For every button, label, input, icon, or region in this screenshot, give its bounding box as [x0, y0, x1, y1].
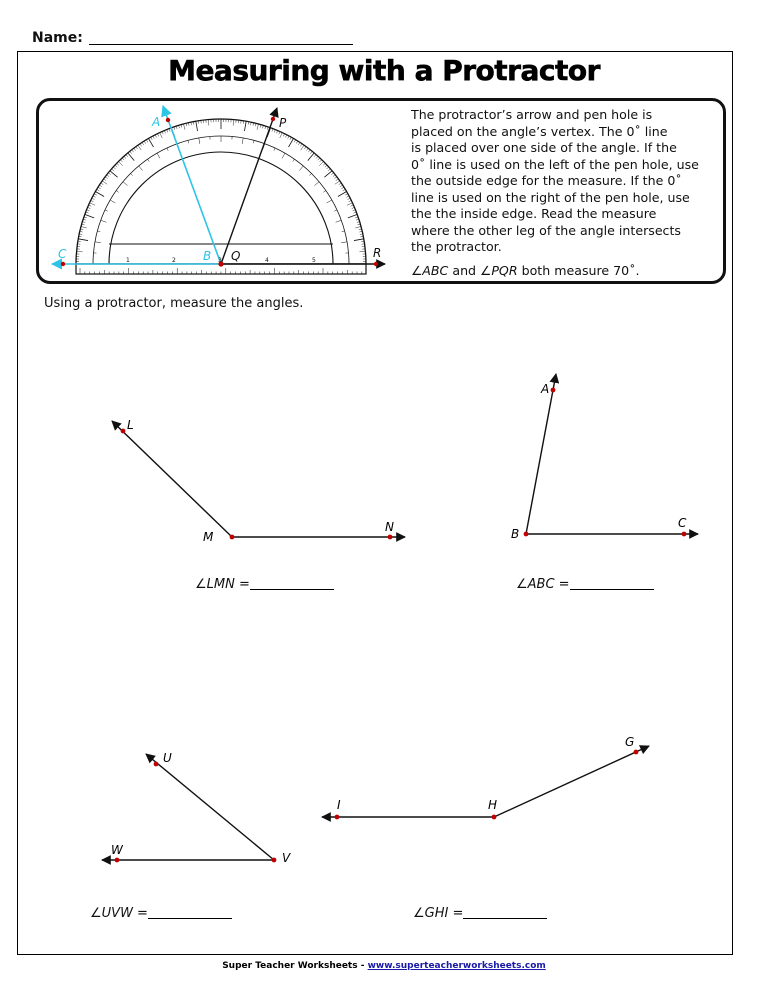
- label-a2: A: [541, 382, 550, 396]
- answer-blank-lmn[interactable]: [250, 589, 334, 590]
- answer-blank-uvw[interactable]: [148, 918, 232, 919]
- point-c2: [682, 532, 687, 537]
- protractor-body: [76, 119, 366, 274]
- label-r: R: [373, 246, 382, 260]
- label-a: A: [152, 115, 161, 129]
- info-line: The protractor’s arrow and pen hole is: [411, 107, 653, 122]
- ruler-num-4: 4: [265, 257, 269, 264]
- answer-label-abc: ∠ABC =: [516, 577, 570, 592]
- point-b2: [524, 532, 529, 537]
- summary-and: and: [448, 263, 481, 278]
- point-l: [121, 429, 126, 434]
- info-line: the protractor.: [411, 239, 502, 254]
- problem-abc: [511, 374, 698, 541]
- label-b2: B: [511, 527, 520, 541]
- info-line: where the other leg of the angle intersects: [411, 222, 681, 238]
- point-a2: [551, 388, 556, 393]
- label-b: B: [203, 249, 212, 263]
- problem-lmn: [112, 418, 405, 544]
- point-v: [272, 858, 277, 863]
- info-line: the outside edge for the measure. If the 0˚: [411, 173, 682, 188]
- ruler-num-3: 3: [218, 257, 222, 264]
- summary-rest: both measure 70˚.: [517, 263, 640, 278]
- point-g: [634, 750, 639, 755]
- point-u: [154, 762, 159, 767]
- info-line: is placed over one side of the angle. If the: [411, 140, 677, 155]
- footer-link[interactable]: www.superteacherworksheets.com: [367, 961, 546, 971]
- protractor-illustration: [52, 106, 385, 274]
- ruler-num-2: 2: [172, 257, 176, 264]
- problem-uvw: [102, 751, 291, 865]
- point-c: [61, 262, 65, 266]
- answer-abc: [516, 577, 654, 592]
- summary-angle-pqr: ∠PQR: [480, 263, 518, 278]
- point-w: [115, 858, 120, 863]
- label-n: N: [385, 520, 394, 534]
- info-line: 0˚ line is used on the left of the pen hole, use: [411, 156, 699, 172]
- ray-hg: [494, 746, 649, 817]
- ruler-num-1: 1: [126, 257, 130, 264]
- point-n: [388, 535, 393, 540]
- label-w: W: [111, 843, 123, 857]
- label-u: U: [163, 751, 172, 765]
- ray-vu: [146, 754, 274, 860]
- ruler-num-5: 5: [312, 257, 316, 264]
- point-h: [492, 815, 497, 820]
- point-i: [335, 815, 340, 820]
- answer-label-lmn: ∠LMN =: [195, 577, 250, 592]
- label-c2: C: [678, 516, 687, 530]
- footer: [0, 961, 768, 971]
- info-line: line is used on the right of the pen hole, use: [411, 189, 690, 205]
- problem-ghi: [322, 735, 649, 819]
- name-label: Name:: [32, 30, 83, 46]
- answer-ghi: [413, 906, 547, 921]
- label-i: I: [337, 798, 341, 812]
- footer-prefix: Super Teacher Worksheets -: [222, 961, 368, 971]
- info-line: placed on the angle’s vertex. The 0˚ line: [411, 123, 668, 139]
- answer-lmn: [195, 577, 334, 592]
- answer-blank-abc[interactable]: [570, 589, 654, 590]
- label-q: Q: [231, 249, 241, 263]
- label-c: C: [58, 247, 67, 261]
- point-p: [271, 117, 275, 121]
- point-m: [230, 535, 235, 540]
- label-v: V: [282, 851, 291, 865]
- page-title: Measuring with a Protractor: [168, 54, 600, 87]
- label-m: M: [203, 530, 214, 544]
- label-p: P: [279, 116, 287, 130]
- answer-uvw: [90, 906, 232, 921]
- answer-blank-ghi[interactable]: [463, 918, 547, 919]
- label-l: L: [127, 418, 134, 432]
- ray-ml: [112, 421, 232, 537]
- point-r: [374, 262, 378, 266]
- answer-label-uvw: ∠UVW =: [90, 906, 148, 921]
- summary-angle-abc: ∠ABC: [411, 263, 449, 278]
- label-g: G: [625, 735, 635, 749]
- info-line: the the inside edge. Read the measure: [411, 206, 657, 221]
- answer-label-ghi: ∠GHI =: [413, 906, 464, 921]
- ray-ba2: [526, 374, 556, 534]
- instructions: Using a protractor, measure the angles.: [44, 296, 304, 311]
- point-a: [166, 118, 170, 122]
- label-h: H: [488, 798, 498, 812]
